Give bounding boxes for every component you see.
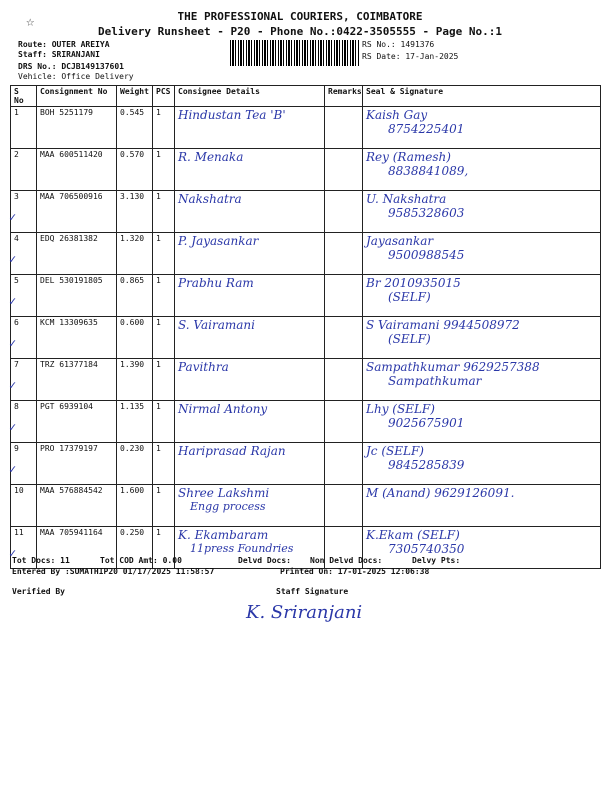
row-signature (363, 485, 601, 527)
table-row (11, 443, 601, 485)
row-consignee (175, 443, 325, 485)
row-weight: 0.250 (117, 527, 153, 569)
check-mark: ✓ (9, 336, 17, 350)
row-consignee (175, 149, 325, 191)
signature-line-2: 8838841089, (388, 164, 469, 178)
row-pcs: 1 (153, 107, 175, 149)
signature-line-1: Kaish Gay (366, 108, 428, 122)
signature-line-1: Sampathkumar 9629257388 (366, 360, 540, 374)
row-consignment-no: MAA 576884542 (37, 485, 117, 527)
row-remarks (325, 191, 363, 233)
row-sno (11, 485, 37, 527)
table-row (11, 149, 601, 191)
signature-line-1: Lhy (SELF) (366, 402, 435, 416)
row-weight: 1.320 (117, 233, 153, 275)
sno-text: 10 (14, 486, 24, 495)
row-consignment-no: PGT 6939104 (37, 401, 117, 443)
check-mark: ✓ (9, 294, 17, 308)
signature-line-2: (SELF) (388, 332, 431, 346)
col-weight: Weight (117, 86, 153, 107)
row-pcs: 1 (153, 275, 175, 317)
table-row (11, 317, 601, 359)
check-mark: ✓ (9, 252, 17, 266)
row-consignee (175, 401, 325, 443)
tot-cod: Tot COD Amt: 0.00 (100, 556, 182, 565)
sno-text: 11 (14, 528, 24, 537)
consignee-name: R. Menaka (178, 150, 244, 164)
row-signature (363, 191, 601, 233)
row-signature (363, 149, 601, 191)
row-consignee (175, 359, 325, 401)
row-signature (363, 401, 601, 443)
row-weight: 0.545 (117, 107, 153, 149)
signature-line-1: Jc (SELF) (366, 444, 424, 458)
sno-text: 7 (14, 360, 19, 369)
signature-line-2: 9500988545 (388, 248, 465, 262)
signature-line-1: Jayasankar (366, 234, 434, 248)
table-row (11, 233, 601, 275)
row-remarks (325, 401, 363, 443)
row-pcs: 1 (153, 401, 175, 443)
row-sno (11, 107, 37, 149)
row-consignee (175, 317, 325, 359)
row-consignee (175, 275, 325, 317)
signature-line-2: 9845285839 (388, 458, 465, 472)
consignee-name: Hindustan Tea 'B' (178, 108, 286, 122)
staff: Staff: SRIRANJANI (18, 50, 100, 59)
signature-line-2: Sampathkumar (388, 374, 482, 388)
row-remarks (325, 107, 363, 149)
consignee-name: P. Jayasankar (178, 234, 259, 248)
table-row (11, 107, 601, 149)
row-pcs: 1 (153, 527, 175, 569)
signature-line-2: 7305740350 (388, 542, 465, 556)
sno-text: 2 (14, 150, 19, 159)
row-signature (363, 275, 601, 317)
row-consignment-no: PRO 17379197 (37, 443, 117, 485)
sno-text: 3 (14, 192, 19, 201)
table-row (11, 275, 601, 317)
row-signature (363, 527, 601, 569)
check-mark: ✓ (9, 210, 17, 224)
consignee-name: S. Vairamani (178, 318, 255, 332)
consignee-extra: Engg process (190, 500, 266, 513)
non-delvd-docs: Non Delvd Docs: (310, 556, 383, 565)
row-sno (11, 401, 37, 443)
signature-line-2: 9025675901 (388, 416, 465, 430)
row-pcs: 1 (153, 191, 175, 233)
signature-line-1: U. Nakshatra (366, 192, 447, 206)
check-mark: ✓ (9, 420, 17, 434)
vehicle: Vehicle: Office Delivery (18, 72, 134, 81)
barcode (230, 40, 360, 66)
row-pcs: 1 (153, 317, 175, 359)
signature-line-2: (SELF) (388, 290, 431, 304)
row-pcs: 1 (153, 149, 175, 191)
table-row (11, 401, 601, 443)
table-row (11, 191, 601, 233)
rs-date: RS Date: 17-Jan-2025 (362, 52, 459, 61)
col-sno: S No (11, 86, 37, 107)
row-consignment-no: DEL 530191805 (37, 275, 117, 317)
delvy-pts: Delvy Pts: (412, 556, 461, 565)
runsheet-title: Delivery Runsheet - P20 - Phone No.:0422-3505555 - Page No.:1 (98, 25, 502, 38)
col-pcs: PCS (153, 86, 175, 107)
check-mark: ✓ (9, 462, 17, 476)
row-pcs: 1 (153, 359, 175, 401)
row-remarks (325, 233, 363, 275)
sno-text: 1 (14, 108, 19, 117)
row-consignment-no: MAA 600511420 (37, 149, 117, 191)
row-remarks (325, 149, 363, 191)
row-sno (11, 317, 37, 359)
row-signature (363, 443, 601, 485)
row-weight: 0.570 (117, 149, 153, 191)
staff-signature: K. Sriranjani (246, 602, 363, 623)
table-row (11, 485, 601, 527)
row-sno (11, 359, 37, 401)
runsheet-table (10, 85, 601, 569)
consignee-name: Nirmal Antony (178, 402, 268, 416)
row-remarks (325, 359, 363, 401)
row-remarks (325, 485, 363, 527)
staff-signature-label: Staff Signature (276, 587, 349, 596)
row-weight: 0.865 (117, 275, 153, 317)
row-consignee (175, 485, 325, 527)
row-pcs: 1 (153, 485, 175, 527)
signature-line-1: M (Anand) 9629126091. (366, 486, 515, 500)
consignee-name: Pavithra (178, 360, 229, 374)
consignee-name: Prabhu Ram (178, 276, 254, 290)
row-consignment-no: BOH 5251179 (37, 107, 117, 149)
row-weight: 0.230 (117, 443, 153, 485)
row-consignment-no: MAA 706500916 (37, 191, 117, 233)
printed-on: Printed On: 17-01-2025 12:06:38 (280, 567, 430, 576)
signature-line-2: 9585328603 (388, 206, 465, 220)
col-remarks: Remarks (325, 86, 363, 107)
signature-line-1: K.Ekam (SELF) (366, 528, 460, 542)
consignee-name: Hariprasad Rajan (178, 444, 286, 458)
verified-by: Verified By (12, 587, 65, 596)
entered-by: Entered By :SUMATHIP20 01/17/2025 11:58:57 (12, 567, 215, 576)
row-pcs: 1 (153, 443, 175, 485)
tot-docs: Tot Docs: 11 (12, 556, 70, 565)
table-row (11, 359, 601, 401)
row-consignee (175, 191, 325, 233)
row-signature (363, 317, 601, 359)
check-mark: ✓ (9, 546, 17, 560)
consignee-name: K. Ekambaram (178, 528, 269, 542)
row-consignment-no: MAA 705941164 (37, 527, 117, 569)
table-row (11, 527, 601, 569)
row-pcs: 1 (153, 233, 175, 275)
row-consignee (175, 107, 325, 149)
sno-text: 8 (14, 402, 19, 411)
signature-line-2: 8754225401 (388, 122, 465, 136)
row-weight: 1.390 (117, 359, 153, 401)
signature-line-1: Br 2010935015 (366, 276, 461, 290)
sno-text: 5 (14, 276, 19, 285)
col-consignee: Consignee Details (175, 86, 325, 107)
sno-text: 4 (14, 234, 19, 243)
col-signature: Seal & Signature (363, 86, 601, 107)
company-name: THE PROFESSIONAL COURIERS, COIMBATORE (177, 10, 423, 23)
drs-number: DRS No.: DCJB149137601 (18, 62, 124, 71)
row-sno (11, 443, 37, 485)
row-remarks (325, 275, 363, 317)
corner-star-mark: ☆ (26, 14, 35, 30)
row-remarks (325, 317, 363, 359)
rs-number: RS No.: 1491376 (362, 40, 435, 49)
row-remarks (325, 443, 363, 485)
row-signature (363, 107, 601, 149)
row-weight: 1.135 (117, 401, 153, 443)
check-mark: ✓ (9, 378, 17, 392)
route: Route: OUTER AREIYA (18, 40, 110, 49)
consignee-name: Shree Lakshmi (178, 486, 270, 500)
row-weight: 0.600 (117, 317, 153, 359)
row-signature (363, 233, 601, 275)
row-sno (11, 191, 37, 233)
delvd-docs: Delvd Docs: (238, 556, 291, 565)
signature-line-1: S Vairamani 9944508972 (366, 318, 520, 332)
row-consignment-no: KCM 13309635 (37, 317, 117, 359)
table-header-row (11, 86, 601, 107)
row-signature (363, 359, 601, 401)
row-sno (11, 233, 37, 275)
row-sno (11, 275, 37, 317)
row-sno (11, 149, 37, 191)
col-consignment: Consignment No (37, 86, 117, 107)
consignee-name: Nakshatra (178, 192, 242, 206)
sno-text: 6 (14, 318, 19, 327)
row-weight: 3.130 (117, 191, 153, 233)
row-consignment-no: EDQ 26381382 (37, 233, 117, 275)
consignee-extra: 11press Foundries (190, 542, 294, 555)
row-consignee (175, 233, 325, 275)
signature-line-1: Rey (Ramesh) (366, 150, 451, 164)
row-weight: 1.600 (117, 485, 153, 527)
row-consignment-no: TRZ 61377184 (37, 359, 117, 401)
sno-text: 9 (14, 444, 19, 453)
